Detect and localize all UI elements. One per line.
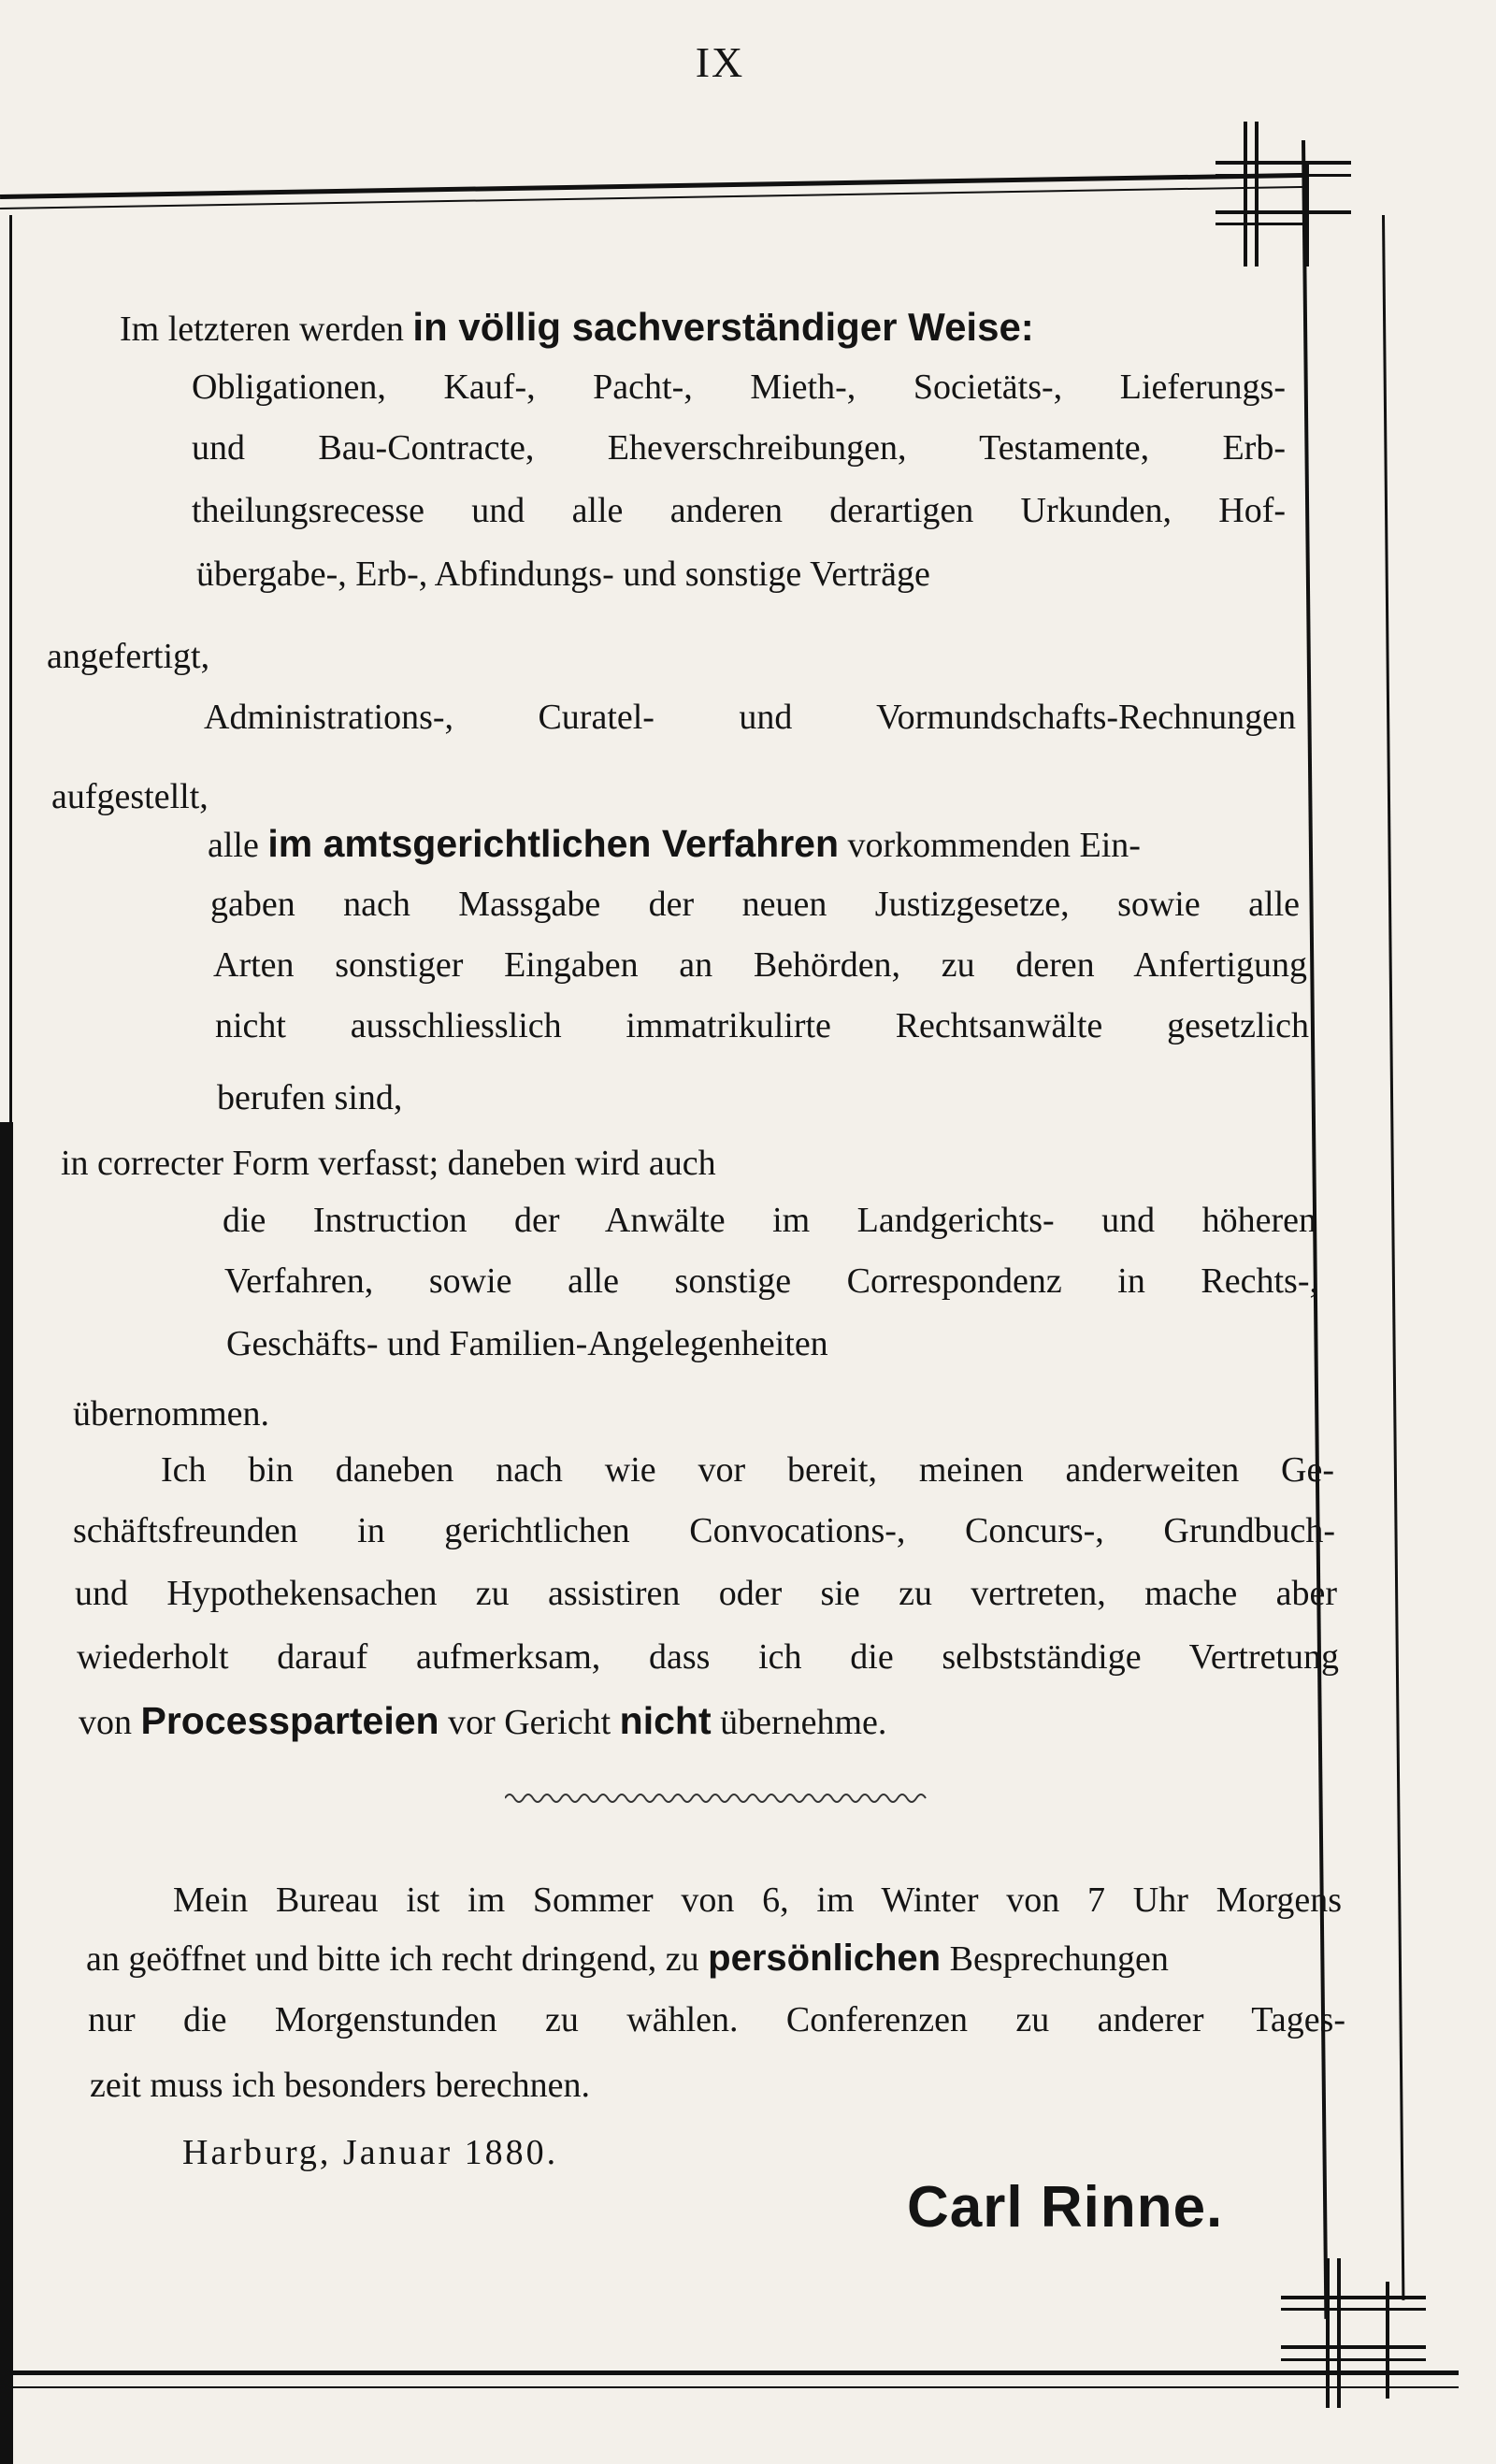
para2-line-2: schäftsfreunden in gerichtlichen Convocations-, Concurs-, Grundbuch-	[73, 1511, 1335, 1550]
para3-line-2c: Besprechungen	[941, 1939, 1169, 1979]
para1-line-16: Verfahren, sowie alle sonstige Correspondenz in Rechts-,	[224, 1261, 1318, 1301]
para3-line-2	[86, 1938, 1344, 1980]
para2-line-5e: übernehme.	[711, 1703, 887, 1742]
para1-line-10: gaben nach Massgabe der neuen Justizgesetze, sowie alle	[210, 885, 1300, 924]
para1-line-1a: Im letzteren werden	[120, 310, 413, 349]
para1-line-3: und Bau-Contracte, Eheverschreibungen, Testamente, Erb-	[192, 428, 1286, 468]
para1-line-4: theilungsrecesse und alle anderen derartigen Urkunden, Hof-	[192, 491, 1286, 530]
para3-line-3: nur die Morgenstunden zu wählen. Conferenzen zu anderer Tages-	[88, 2000, 1345, 2039]
page-number: IX	[695, 38, 745, 86]
para1-line-6: angefertigt,	[47, 637, 210, 676]
para1-line-8: aufgestellt,	[51, 777, 209, 816]
para2-line-5	[79, 1700, 886, 1743]
para1-emphasis-2: im amtsgerichtlichen Verfahren	[267, 822, 840, 865]
para3-line-2a: an geöffnet und bitte ich recht dringend, zu	[86, 1939, 709, 1979]
para3-emphasis-1: persönlichen	[708, 1938, 942, 1979]
para2-emphasis-1: Processparteien	[140, 1699, 439, 1742]
para1-line-9c: vorkommenden Ein-	[839, 826, 1141, 865]
para1-line-7: Administrations-, Curatel- und Vormundschafts-Rechnungen	[204, 698, 1296, 737]
place-date: Harburg, Januar 1880.	[182, 2133, 559, 2172]
para1-line-13: berufen sind,	[217, 1078, 403, 1117]
para3-line-1: Mein Bureau ist im Sommer von 6, im Winter von 7 Uhr Morgens	[173, 1880, 1342, 1920]
para1-line-1	[120, 307, 1034, 350]
para1-line-9	[208, 823, 1297, 866]
para2-line-5c: vor Gericht	[439, 1703, 620, 1742]
para1-line-17: Geschäfts- und Familien-Angelegenheiten	[226, 1324, 828, 1363]
para1-line-2: Obligationen, Kauf-, Pacht-, Mieth-, Societäts-, Lieferungs-	[192, 367, 1286, 407]
para1-line-18: übernommen.	[73, 1394, 270, 1434]
para2-line-3: und Hypothekensachen zu assistiren oder sie zu vertreten, mache aber	[75, 1574, 1337, 1613]
para1-emphasis-1: in völlig sachverständiger Weise:	[412, 305, 1034, 349]
para1-line-5: übergabe-, Erb-, Abfindungs- und sonstige Verträge	[196, 555, 930, 594]
para2-line-1: Ich bin daneben nach wie vor bereit, meinen anderweiten Ge-	[161, 1450, 1334, 1490]
para1-line-9a: alle	[208, 826, 268, 865]
para1-line-11: Arten sonstiger Eingaben an Behörden, zu deren Anfertigung	[213, 945, 1307, 985]
para2-line-5a: von	[79, 1703, 141, 1742]
para1-line-15: die Instruction der Anwälte im Landgerichts- und höheren	[223, 1201, 1316, 1240]
squiggle-divider	[505, 1788, 935, 1808]
para3-line-4: zeit muss ich besonders berechnen.	[90, 2066, 590, 2105]
signature: Carl Rinne.	[907, 2175, 1224, 2240]
para2-line-4: wiederholt darauf aufmerksam, dass ich die selbstständige Vertretung	[77, 1637, 1339, 1677]
para2-emphasis-2: nicht	[619, 1699, 712, 1742]
para1-line-14: in correcter Form verfasst; daneben wird auch	[61, 1144, 716, 1183]
para1-line-12: nicht ausschliesslich immatrikulirte Rechtsanwälte gesetzlich	[215, 1006, 1309, 1045]
